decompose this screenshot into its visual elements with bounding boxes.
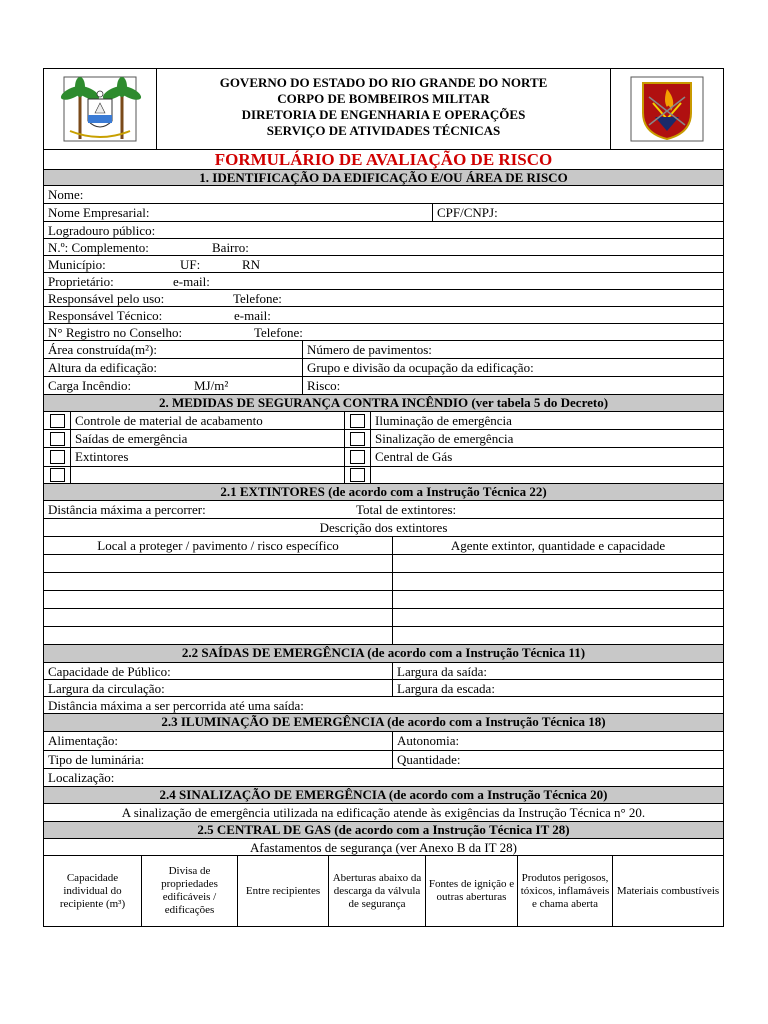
cpf-label: CPF/CNPJ: [432,204,723,221]
header-line-2: CORPO DE BOMBEIROS MILITAR [277,91,490,106]
checkbox-sinalizacao[interactable] [350,432,365,446]
gas-col-entre-recipientes: Entre recipientes [237,856,328,926]
autonomia-label: Autonomia: [392,732,723,750]
section-25-title: 2.5 CENTRAL DE GAS (de acordo com a Instrução Técnica IT 28) [44,821,723,838]
numero-label: N.º: Complemento: [48,240,149,255]
logradouro-label: Logradouro público: [48,223,156,238]
proprietario-label: Proprietário: [48,274,114,289]
uf-label: UF: [180,257,201,272]
distancia-saida-row [44,696,723,713]
checkbox-extintores[interactable] [50,450,65,464]
sinalizacao-text: A sinalização de emergência utilizada na edificação atende às exigências da Instrução Técnica n° 20. [121,805,646,820]
left-logo [44,69,156,149]
municipio-label: Município: [48,257,106,272]
uf-value: RN [242,257,261,272]
responsavel-uso-row [44,289,723,306]
responsavel-tecnico-label: Responsável Técnico: [48,308,163,323]
logradouro-row [44,221,723,238]
section-23-title: 2.3 ILUMINAÇÃO DE EMERGÊNCIA (de acordo com a Instrução Técnica 18) [44,713,723,731]
measure-label: Iluminação de emergência [370,412,723,429]
largura-escada-label: Largura da escada: [392,680,723,696]
localizacao-label: Localização: [48,770,115,785]
localizacao-row [44,768,723,786]
measure-label: Extintores [70,448,344,466]
gas-col-materiais: Materiais combustíveis [612,856,723,926]
checkbox-saidas[interactable] [50,432,65,446]
form-title-row [44,149,723,169]
total-extintores-label: Total de extintores: [356,502,457,517]
risco-label: Risco: [302,377,723,394]
col-agente-label: Agente extintor, quantidade e capacidade [392,537,723,554]
form-header [44,69,723,149]
alimentacao-label: Alimentação: [48,733,119,748]
nome-label: Nome: [48,187,84,202]
measure-row-4 [44,466,723,483]
header-line-3: DIRETORIA DE ENGENHARIA E OPERAÇÕES [241,107,526,122]
fire-brigade-emblem-icon [617,73,717,145]
gas-col-produtos: Produtos perigosos, tóxicos, inflamáveis e chama aberta [517,856,612,926]
nome-row [44,185,723,203]
extintores-blank-row [44,590,723,608]
extintores-blank-row [44,626,723,644]
distancia-label: Distância máxima a percorrer: [48,502,206,517]
responsavel-tecnico-email-label: e-mail: [234,308,271,323]
largura-saida-label: Largura da saída: [392,663,723,679]
bairro-label: Bairro: [212,240,249,255]
measure-label: Sinalização de emergência [370,430,723,447]
grupo-label: Grupo e divisão da ocupação da edificação: [302,359,723,376]
extintores-blank-row [44,572,723,590]
section-24-title: 2.4 SINALIZAÇÃO DE EMERGÊNCIA (de acordo com a Instrução Técnica 20) [44,786,723,803]
col-local-label: Local a proteger / pavimento / risco específico [97,538,339,553]
measure-label [370,467,723,483]
afastamentos-row [44,838,723,855]
largura-row [44,679,723,696]
measure-label: Central de Gás [370,448,723,466]
afastamentos-label: Afastamentos de segurança (ver Anexo B da IT 28) [250,840,517,855]
extintores-row [44,500,723,518]
nome-empresarial-label: Nome Empresarial: [48,205,150,220]
measure-row-1 [44,411,723,429]
carga-row [44,376,723,394]
carga-unit: MJ/m² [194,378,229,393]
extintores-blank-row [44,554,723,572]
section-22-title: 2.2 SAÍDAS DE EMERGÊNCIA (de acordo com a Instrução Técnica 11) [44,644,723,662]
largura-circulacao-label: Largura da circulação: [48,681,165,696]
numero-row [44,238,723,255]
pavimentos-label: Número de pavimentos: [302,341,723,358]
alimentacao-row [44,731,723,750]
distancia-saida-label: Distância máxima a ser percorrida até uma saída: [48,698,304,713]
sinalizacao-row [44,803,723,821]
municipio-row [44,255,723,272]
form-title: FORMULÁRIO DE AVALIAÇÃO DE RISCO [214,150,553,169]
capacidade-label: Capacidade de Público: [48,664,171,679]
gas-col-fontes: Fontes de ignição e outras aberturas [425,856,517,926]
quantidade-label: Quantidade: [392,751,723,768]
gas-header-row [44,855,723,926]
checkbox-controle-material[interactable] [50,414,65,428]
area-label: Área construída(m²): [48,342,157,357]
responsavel-uso-telefone-label: Telefone: [233,291,282,306]
extintores-header-row [44,536,723,554]
gas-col-divisa: Divisa de propriedades edificáveis / edificações [141,856,237,926]
registro-row [44,323,723,340]
responsavel-tecnico-row [44,306,723,323]
registro-label: N° Registro no Conselho: [48,325,183,340]
tipo-luminaria-row [44,750,723,768]
descricao-label: Descrição dos extintores [319,520,448,535]
section-21-title: 2.1 EXTINTORES (de acordo com a Instrução Técnica 22) [44,483,723,500]
state-coat-of-arms-icon [50,73,150,145]
measure-label: Controle de material de acabamento [70,412,344,429]
extintores-blank-row [44,608,723,626]
capacidade-row [44,662,723,679]
section-2-title: 2. MEDIDAS DE SEGURANÇA CONTRA INCÊNDIO (ver tabela 5 do Decreto) [44,394,723,411]
risk-assessment-form [43,68,724,927]
area-row [44,340,723,358]
nome-empresarial-row [44,203,723,221]
measure-label [70,467,344,483]
tipo-luminaria-label: Tipo de luminária: [48,752,145,767]
carga-label: Carga Incêndio: [48,378,132,393]
measure-label: Saídas de emergência [70,430,344,447]
altura-row [44,358,723,376]
checkbox-iluminacao[interactable] [350,414,365,428]
gas-col-aberturas: Aberturas abaixo da descarga da válvula de segurança [328,856,425,926]
proprietario-email-label: e-mail: [173,274,210,289]
header-line-1: GOVERNO DO ESTADO DO RIO GRANDE DO NORTE [219,75,548,90]
checkbox-central-gas[interactable] [350,450,365,464]
measure-row-3 [44,447,723,466]
right-logo [610,69,723,149]
header-titles [156,69,610,149]
checkbox-blank-right[interactable] [350,468,365,482]
altura-label: Altura da edificação: [48,360,157,375]
registro-telefone-label: Telefone: [254,325,303,340]
proprietario-row [44,272,723,289]
section-1-title: 1. IDENTIFICAÇÃO DA EDIFICAÇÃO E/OU ÁREA DE RISCO [44,169,723,185]
header-line-4: SERVIÇO DE ATIVIDADES TÉCNICAS [266,123,501,138]
checkbox-blank-left[interactable] [50,468,65,482]
descricao-row [44,518,723,536]
gas-col-capacidade: Capacidade individual do recipiente (m³) [59,871,126,910]
responsavel-uso-label: Responsável pelo uso: [48,291,165,306]
measure-row-2 [44,429,723,447]
